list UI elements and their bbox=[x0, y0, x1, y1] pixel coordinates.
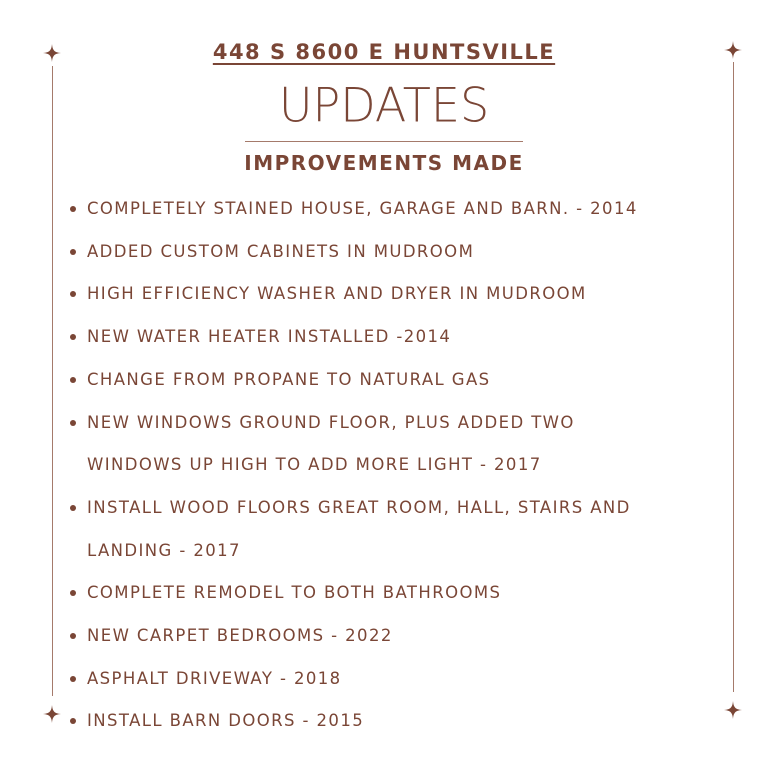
list-item bbox=[70, 658, 720, 701]
bullet-icon bbox=[70, 505, 76, 511]
bullet-icon bbox=[70, 420, 76, 426]
bullet-icon bbox=[70, 334, 76, 340]
list-item bbox=[70, 273, 720, 316]
bullet-icon bbox=[70, 377, 76, 383]
page-title: UPDATES bbox=[278, 77, 490, 133]
section-subtitle: IMPROVEMENTS MADE bbox=[244, 151, 524, 175]
bullet-icon bbox=[70, 718, 76, 724]
list-item bbox=[70, 615, 720, 658]
improvements-list bbox=[70, 188, 720, 743]
list-item-text-continued: WINDOWS UP HIGH TO ADD MORE LIGHT - 2017 bbox=[87, 455, 542, 475]
list-item-text: ASPHALT DRIVEWAY - 2018 bbox=[87, 668, 342, 688]
list-item-text: COMPLETELY STAINED HOUSE, GARAGE AND BARN. - 2014 bbox=[87, 199, 638, 218]
list-item-text: INSTALL BARN DOORS - 2015 bbox=[87, 711, 365, 731]
list-item bbox=[70, 402, 720, 487]
list-item-text: COMPLETE REMODEL TO BOTH BATHROOMS bbox=[87, 583, 502, 603]
list-item bbox=[70, 572, 720, 615]
bullet-icon bbox=[70, 633, 76, 639]
list-item bbox=[70, 316, 720, 359]
bullet-icon bbox=[70, 590, 76, 596]
title-divider bbox=[245, 141, 523, 142]
bullet-icon bbox=[70, 291, 76, 297]
property-address: 448 S 8600 E HUNTSVILLE bbox=[212, 40, 556, 64]
list-item bbox=[70, 188, 720, 231]
list-item-text: NEW CARPET BEDROOMS - 2022 bbox=[87, 626, 393, 646]
list-item bbox=[70, 359, 720, 402]
bullet-icon bbox=[70, 676, 76, 682]
sparkle-icon bbox=[43, 705, 61, 723]
bullet-icon bbox=[70, 249, 76, 255]
list-item bbox=[70, 231, 720, 274]
list-item-text: HIGH EFFICIENCY WASHER AND DRYER IN MUDROOM bbox=[87, 284, 587, 304]
list-item-text-continued: LANDING - 2017 bbox=[87, 540, 241, 560]
sparkle-icon bbox=[724, 701, 742, 719]
list-item-text: INSTALL WOOD FLOORS GREAT ROOM, HALL, STAIRS AND bbox=[87, 497, 631, 517]
list-item bbox=[70, 487, 720, 572]
list-item-text: CHANGE FROM PROPANE TO NATURAL GAS bbox=[87, 369, 491, 389]
list-item-text: ADDED CUSTOM CABINETS IN MUDROOM bbox=[87, 241, 475, 261]
list-item-text: NEW WINDOWS GROUND FLOOR, PLUS ADDED TWO bbox=[87, 412, 575, 432]
list-item bbox=[70, 700, 720, 743]
list-item-text: NEW WATER HEATER INSTALLED -2014 bbox=[87, 327, 452, 347]
bullet-icon bbox=[70, 206, 76, 212]
